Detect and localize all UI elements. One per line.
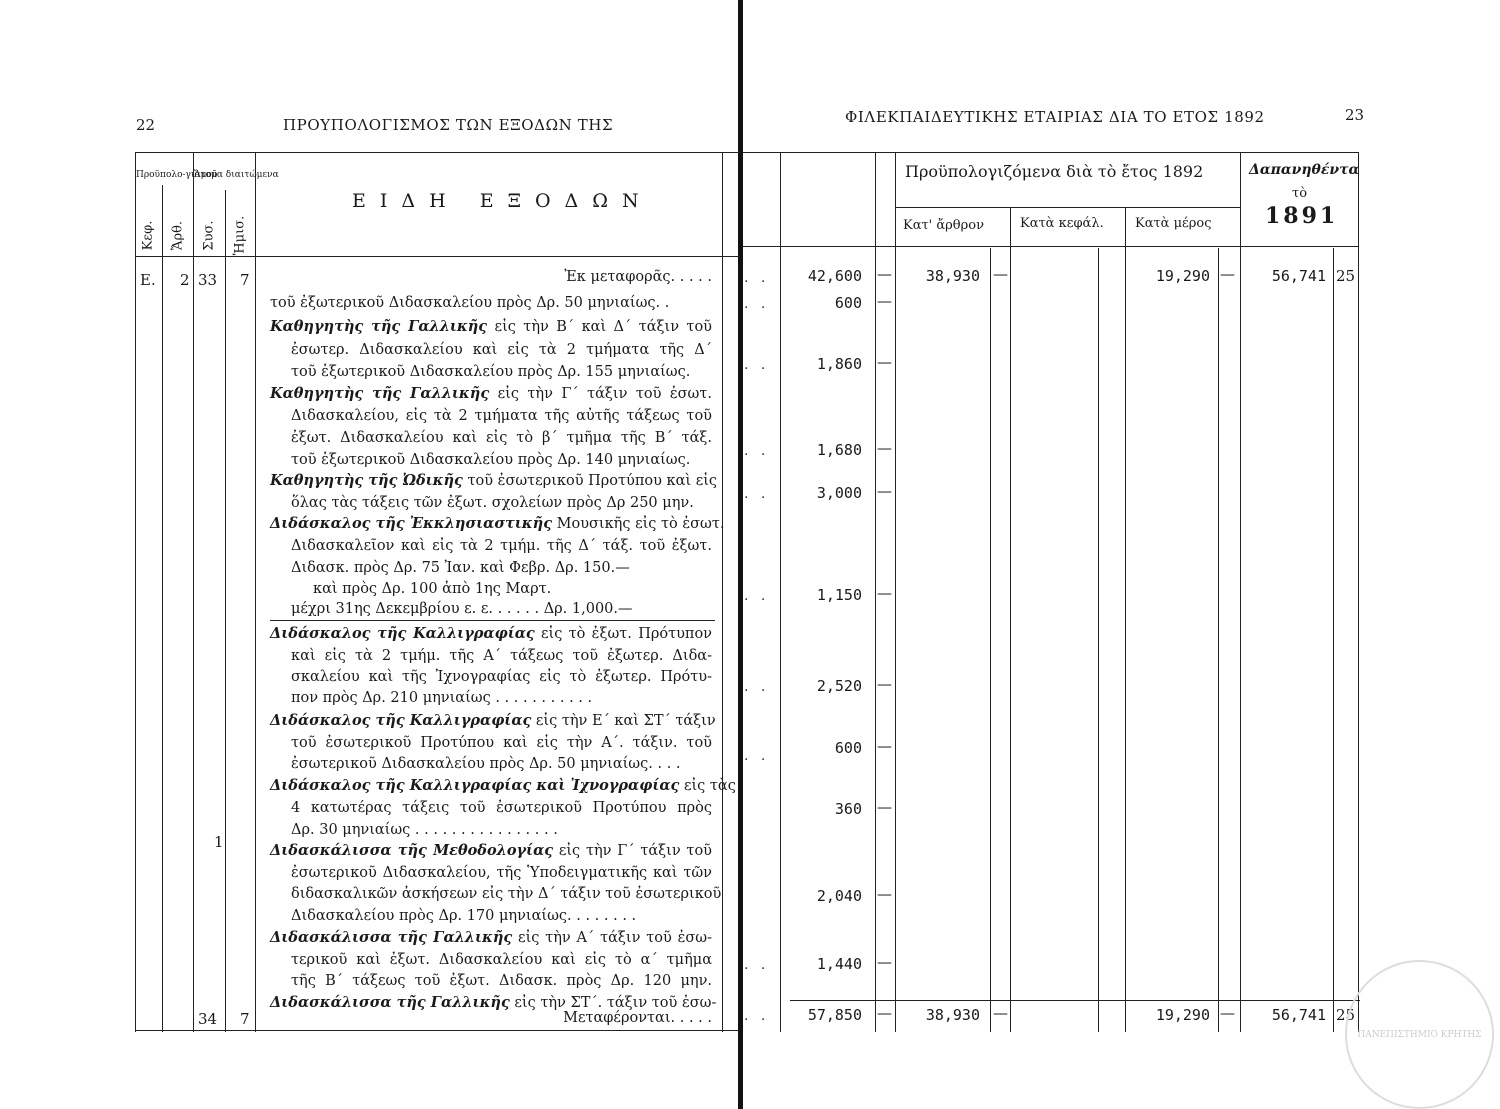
col-main-title: ΕΙΔΗ ΕΞΟΔΩΝ bbox=[352, 190, 653, 212]
total-per-article: 38,930 bbox=[925, 1006, 980, 1024]
expense-line: τοῦ ἐσωτερικοῦ Προτύπου καὶ εἰς τὴν Α΄. τάξιν. τοῦ bbox=[291, 735, 712, 751]
expense-line: ἐσωτερ. Διδασκαλείου καὶ εἰς τὰ 2 τμήματα τῆς Δ΄ bbox=[291, 342, 712, 358]
dash-mark: — bbox=[993, 1004, 1008, 1022]
col-hmis: Ἡμισ. bbox=[232, 215, 248, 256]
library-seal bbox=[1345, 960, 1494, 1109]
amount: 600 bbox=[834, 739, 862, 757]
expense-line: μέχρι 31ης Δεκεμβρίου ε. ε. . . . . . Δρ. 1,000.— bbox=[291, 601, 633, 617]
total-amount: 57,850 bbox=[807, 1006, 862, 1024]
seal-text: ΠΑΝΕΠΙΣΤΗΜΙΟ ΚΡΗΤΗΣ bbox=[1357, 1029, 1482, 1040]
row-sys: 33 bbox=[198, 271, 218, 289]
row-arth: 2 bbox=[180, 271, 190, 289]
expense-line: ἐσωτερικοῦ Διδασκαλείου πρὸς Δρ. 50 μηνιαίως. . . . bbox=[291, 756, 681, 772]
col-budget-group: Προϋπολο-γισμοῦ bbox=[136, 170, 218, 180]
total-hmis: 7 bbox=[240, 1010, 250, 1028]
col-per-part: Κατὰ μέρος bbox=[1135, 216, 1212, 231]
expense-line-heading: Διδάσκαλος τῆς Καλλιγραφίας εἰς τὸ ἐξωτ. Πρότυπον bbox=[270, 625, 713, 642]
expense-line-heading: Καθηγητὴς τῆς Ὠδικῆς τοῦ ἐσωτερικοῦ Προτύπου καὶ εἰς bbox=[270, 472, 718, 489]
dash-mark: — bbox=[877, 439, 892, 457]
expense-line: τῆς Β΄ τάξεως τοῦ ἐξωτ. Διδασκ. πρὸς Δρ. 120 μην. bbox=[291, 973, 712, 989]
expense-line-heading: Διδάσκαλος τῆς Καλλιγραφίας εἰς τὴν Ε΄ καὶ ΣΤ΄ τάξιν bbox=[270, 712, 716, 729]
total-spent: 56,741 bbox=[1271, 1006, 1326, 1024]
amount: 600 bbox=[834, 294, 862, 312]
amount: 1,680 bbox=[816, 441, 862, 459]
col-estimated: Προϋπολογιζόμενα διὰ τὸ ἔτος 1892 bbox=[905, 162, 1204, 181]
expense-line: ἐξωτ. Διδασκαλείου καὶ εἰς τὸ β΄ τμῆμα τῆς Β΄ τάξ. bbox=[291, 430, 712, 446]
dash-mark: — bbox=[993, 265, 1008, 283]
col-sys: Συσ. bbox=[201, 220, 217, 251]
left-running-title: ΠΡΟΥΠΟΛΟΓΙΣΜΟΣ ΤΩΝ ΕΞΟΔΩΝ ΤΗΣ bbox=[283, 116, 614, 134]
amount: 2,040 bbox=[816, 887, 862, 905]
dash-mark: — bbox=[1220, 265, 1235, 283]
dash-mark: — bbox=[877, 584, 892, 602]
dash-mark: — bbox=[877, 482, 892, 500]
expense-line-heading: Διδάσκαλος τῆς Καλλιγραφίας καὶ Ἰχνογραφίας εἰς τὰς bbox=[270, 777, 736, 794]
left-page-number: 22 bbox=[136, 116, 156, 134]
carried-amount: 42,600 bbox=[807, 267, 862, 285]
dash-mark: — bbox=[877, 885, 892, 903]
dash-mark: — bbox=[877, 1004, 892, 1022]
expense-line: ὅλας τὰς τάξεις τῶν ἐξωτ. σχολείων πρὸς Δρ 250 μην. bbox=[291, 495, 694, 511]
expense-line: διδασκαλικῶν ἀσκήσεων εἰς τὴν Δ΄ τάξιν τοῦ ἐσωτερικοῦ bbox=[291, 886, 722, 902]
carried-over-label: Μεταφέρονται. . . . . bbox=[563, 1010, 712, 1026]
total-per-part: 19,290 bbox=[1155, 1006, 1210, 1024]
expense-line: καὶ πρὸς Δρ. 100 ἀπὸ 1ης Μαρτ. bbox=[313, 581, 552, 597]
col-per-chapter: Κατὰ κεφάλ. bbox=[1020, 216, 1104, 231]
dash-mark: — bbox=[877, 353, 892, 371]
col-spent-label: Δαπανηθέντα bbox=[1249, 162, 1360, 178]
total-sys: 34 bbox=[198, 1010, 218, 1028]
expense-line: καὶ εἰς τὰ 2 τμήμ. τῆς Α΄ τάξεως τοῦ ἐξωτερ. Διδα- bbox=[291, 648, 712, 664]
expense-line-heading: Διδασκάλισσα τῆς Γαλλικῆς εἰς τὴν Α΄ τάξιν τοῦ ἐσω- bbox=[270, 929, 712, 946]
expense-line-heading: Διδάσκαλος τῆς Ἐκκλησιαστικῆς Μουσικῆς εἰς τὸ ἐσωτ. bbox=[270, 515, 725, 532]
row-kef: Ε. bbox=[140, 271, 156, 289]
expense-line: 4 κατωτέρας τάξεις τοῦ ἐσωτερικοῦ Προτύπου πρὸς bbox=[291, 800, 712, 816]
expense-line: τερικοῦ καὶ ἐξωτ. Διδασκαλείου καὶ εἰς τὸ α΄ τμῆμα bbox=[291, 952, 712, 968]
carried-forward-label: Ἐκ μεταφορᾶς. . . . . bbox=[564, 269, 712, 285]
carried-spent: 56,741 bbox=[1271, 267, 1326, 285]
amount: 1,440 bbox=[816, 955, 862, 973]
col-arth: Ἄρθ. bbox=[170, 220, 186, 251]
expense-line-heading: Καθηγητὴς τῆς Γαλλικῆς εἰς τὴν Γ΄ τάξιν τοῦ ἐσωτ. bbox=[270, 385, 713, 402]
col-kef: Κεφ. bbox=[140, 220, 156, 251]
expense-line: πον πρὸς Δρ. 210 μηνιαίως . . . . . . . . . . . bbox=[291, 690, 593, 706]
dash-mark: — bbox=[877, 737, 892, 755]
dash-mark: — bbox=[877, 265, 892, 283]
col-persons-group: Ἄτομα διαιτώμενα bbox=[194, 170, 279, 180]
row-hmis: 7 bbox=[240, 271, 250, 289]
book-gutter bbox=[738, 0, 743, 1109]
expense-line: Διδασκαλεῖον καὶ εἰς τὰ 2 τμήμ. τῆς Δ΄ τάξ. τοῦ ἐξωτ. bbox=[291, 538, 712, 554]
amount: 1,860 bbox=[816, 355, 862, 373]
dash-mark: — bbox=[1220, 1004, 1235, 1022]
right-page-number: 23 bbox=[1345, 106, 1365, 124]
expense-line: Διδασκ. πρὸς Δρ. 75 Ἰαν. καὶ Φεβρ. Δρ. 150.— bbox=[291, 560, 630, 576]
col-spent-to: τὸ bbox=[1292, 186, 1308, 201]
dash-mark: — bbox=[877, 292, 892, 310]
expense-line: Διδασκαλείου, εἰς τὰ 2 τμήματα τῆς αὐτῆς τάξεως τοῦ bbox=[291, 408, 712, 424]
expense-line-heading: Διδασκάλισσα τῆς Μεθοδολογίας εἰς τὴν Γ΄ τάξιν τοῦ bbox=[270, 842, 712, 859]
expense-line: Δρ. 30 μηνιαίως . . . . . . . . . . . . . . . . bbox=[291, 822, 558, 838]
expense-line: τοῦ ἐξωτερικοῦ Διδασκαλείου πρὸς Δρ. 155 μηνιαίως. bbox=[291, 364, 691, 380]
carried-per-article: 38,930 bbox=[925, 267, 980, 285]
col-spent-year: 1891 bbox=[1265, 203, 1339, 229]
amount: 1,150 bbox=[816, 586, 862, 604]
expense-line: τοῦ ἐξωτερικοῦ Διδασκαλείου πρὸς Δρ. 140 μηνιαίως. bbox=[291, 452, 691, 468]
dash-mark: — bbox=[877, 953, 892, 971]
expense-line-heading: Διδασκάλισσα τῆς Γαλλικῆς εἰς τὴν ΣΤ΄. τάξιν τοῦ ἐσω- bbox=[270, 994, 717, 1011]
amount: 2,520 bbox=[816, 677, 862, 695]
expense-line: ἐσωτερικοῦ Διδασκαλείου, τῆς Ὑποδειγματικῆς καὶ τῶν bbox=[291, 865, 712, 881]
dash-mark: — bbox=[877, 675, 892, 693]
expense-line: Διδασκαλείου πρὸς Δρ. 170 μηνιαίως. . . . . . . . bbox=[291, 908, 637, 924]
dash-mark: — bbox=[877, 798, 892, 816]
expense-line: τοῦ ἐξωτερικοῦ Διδασκαλείου πρὸς Δρ. 50 μηνιαίως. . bbox=[270, 295, 670, 311]
expense-line-heading: Καθηγητὴς τῆς Γαλλικῆς εἰς τὴν Β΄ καὶ Δ΄ τάξιν τοῦ bbox=[270, 318, 712, 335]
expense-line: σκαλείου καὶ τῆς Ἰχνογραφίας εἰς τὸ ἐξωτερ. Πρότυ- bbox=[291, 669, 712, 685]
amount: 360 bbox=[834, 800, 862, 818]
right-running-title: ΦΙΛΕΚΠΑΙΔΕΥΤΙΚΗΣ ΕΤΑΙΡΙΑΣ ΔΙΑ ΤΟ ΕΤΟΣ 1892 bbox=[845, 108, 1265, 126]
amount: 3,000 bbox=[816, 484, 862, 502]
side-mark: 1 bbox=[214, 833, 224, 851]
total-spent-cents: 25 bbox=[1336, 1006, 1356, 1024]
carried-per-part: 19,290 bbox=[1155, 267, 1210, 285]
col-per-article: Κατ' ἄρθρον bbox=[903, 218, 985, 233]
carried-spent-cents: 25 bbox=[1336, 267, 1356, 285]
